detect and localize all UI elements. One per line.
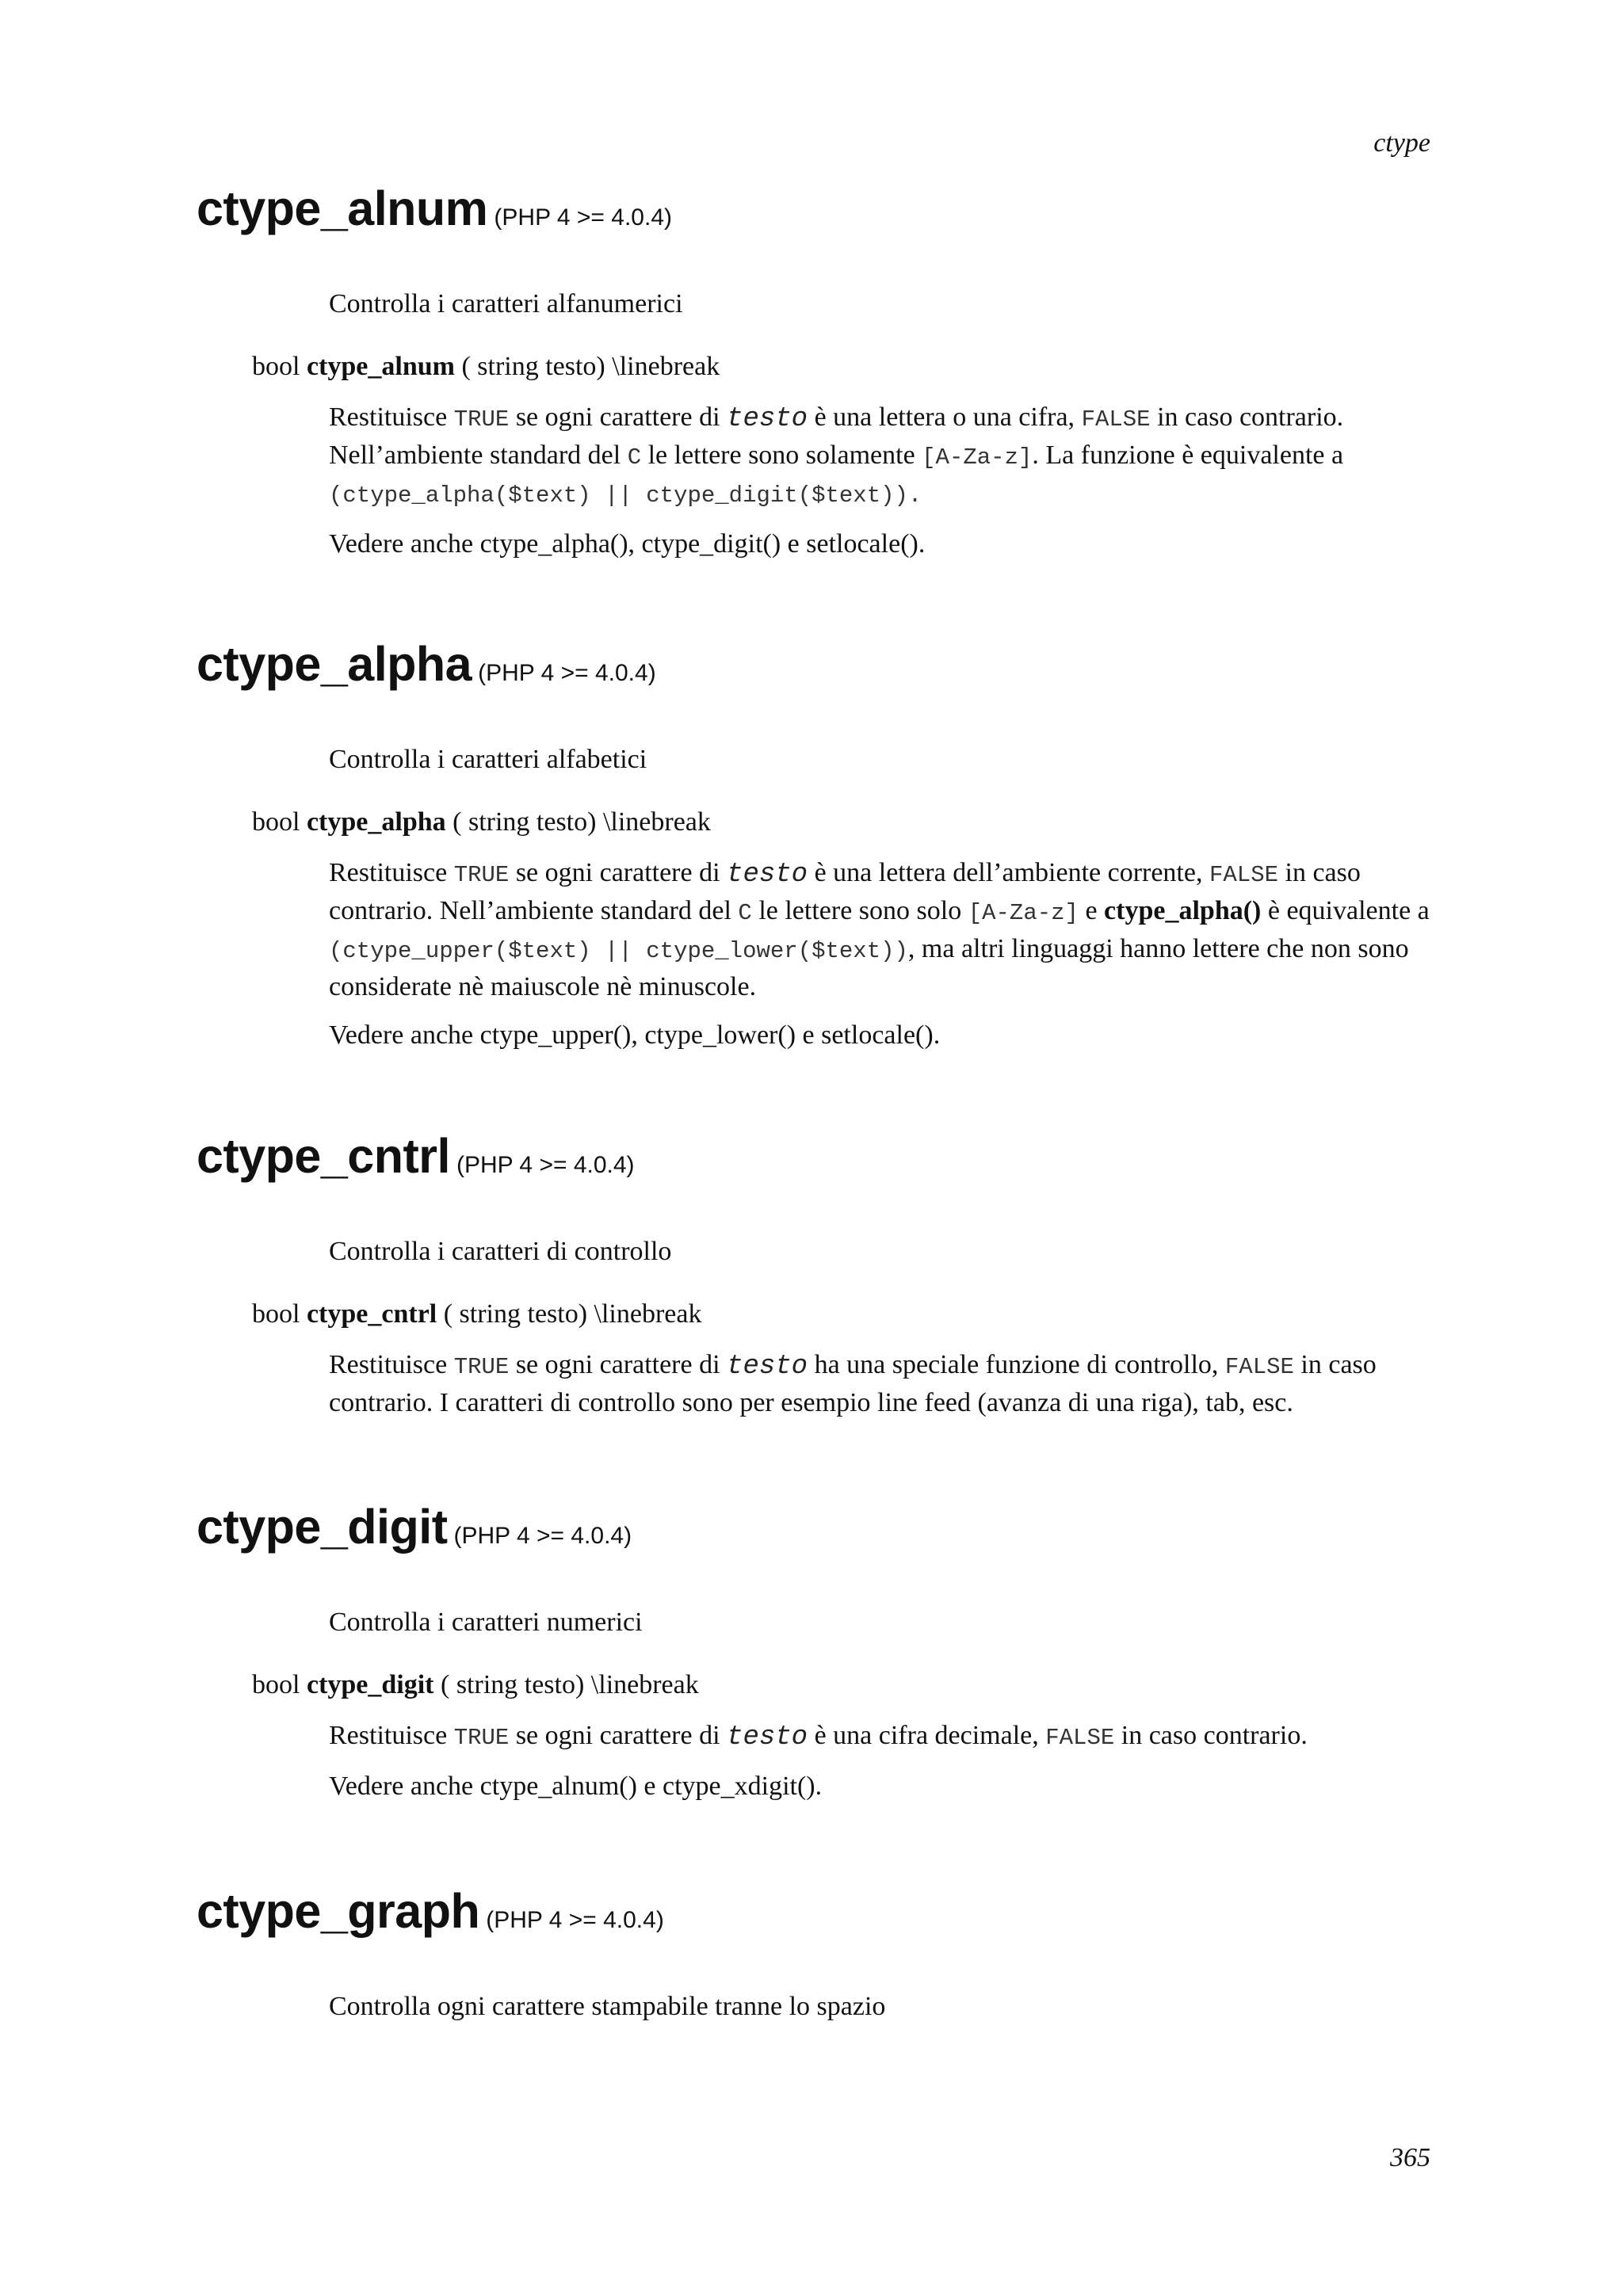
text: se ogni carattere di (509, 1721, 727, 1750)
version-note: (PHP 4 >= 4.0.4) (494, 204, 672, 231)
function-name: ctype_cntrl (197, 1129, 450, 1183)
function-heading (197, 1883, 664, 1939)
parameter-name: testo (727, 860, 808, 890)
synopsis-name: ctype_cntrl (306, 1299, 437, 1329)
code-literal: (ctype_upper($text) || ctype_lower($text)) (329, 938, 908, 964)
function-reference: ctype_alpha() (1104, 896, 1262, 925)
text: ha una speciale funzione di controllo, (808, 1350, 1225, 1379)
synopsis-name: ctype_digit (306, 1670, 434, 1699)
synopsis-args: ( string testo) \linebreak (441, 1670, 699, 1699)
code-literal: C (738, 900, 752, 926)
synopsis-args: ( string testo) \linebreak (443, 1299, 702, 1329)
code-literal: [A-Za-z] (968, 900, 1079, 926)
text: se ogni carattere di (509, 402, 727, 432)
function-name: ctype_alpha (197, 637, 472, 691)
description-paragraph (329, 1347, 1438, 1421)
constant-true: TRUE (453, 1354, 510, 1380)
synopsis-args: ( string testo) \linebreak (461, 352, 720, 381)
version-note: (PHP 4 >= 4.0.4) (456, 1152, 635, 1178)
parameter-name: testo (727, 1722, 808, 1753)
text: è una cifra decimale, (808, 1721, 1046, 1750)
synopsis-name: ctype_alnum (306, 352, 455, 381)
text: le lettere sono solo (751, 896, 968, 925)
function-synopsis (252, 352, 720, 382)
text: Restituisce (329, 1721, 454, 1750)
function-purpose: Controlla i caratteri alfabetici (329, 745, 647, 774)
text: in caso contrario. Nell’ambiente standard del (329, 402, 1344, 470)
text: è equivalente a (1261, 896, 1430, 925)
text: , ma altri linguaggi hanno lettere che non sono considerate nè maiuscole nè minuscole. (329, 934, 1409, 1001)
parameter-name: testo (727, 1352, 808, 1382)
synopsis-name: ctype_alpha (306, 807, 446, 837)
return-type: bool (252, 1299, 300, 1329)
constant-false: FALSE (1224, 1354, 1294, 1380)
description-paragraph (329, 399, 1438, 513)
constant-true: TRUE (453, 862, 510, 888)
parameter-name: testo (727, 404, 808, 434)
text: è una lettera o una cifra, (808, 402, 1082, 432)
function-purpose: Controlla i caratteri alfanumerici (329, 289, 683, 318)
function-heading (197, 181, 672, 236)
return-type: bool (252, 352, 300, 381)
see-also: Vedere anche ctype_alpha(), ctype_digit() e setlocale(). (329, 529, 926, 559)
function-purpose: Controlla i caratteri numerici (329, 1608, 643, 1637)
function-purpose: Controlla i caratteri di controllo (329, 1237, 672, 1266)
see-also: Vedere anche ctype_upper(), ctype_lower() e setlocale(). (329, 1020, 941, 1050)
text: le lettere sono solamente (641, 441, 922, 470)
constant-false: FALSE (1081, 406, 1151, 433)
constant-false: FALSE (1045, 1725, 1115, 1751)
return-type: bool (252, 807, 300, 837)
text: in caso contrario. Nell’ambiente standard del (329, 858, 1361, 925)
description-paragraph (329, 1718, 1438, 1756)
function-description (329, 855, 1438, 1053)
synopsis-args: ( string testo) \linebreak (453, 807, 711, 837)
version-note: (PHP 4 >= 4.0.4) (486, 1907, 664, 1933)
text: Restituisce (329, 858, 454, 887)
text: se ogni carattere di (509, 1350, 727, 1379)
text: e (1078, 896, 1105, 925)
function-name: ctype_digit (197, 1500, 448, 1554)
text: Restituisce (329, 402, 454, 432)
version-note: (PHP 4 >= 4.0.4) (478, 660, 656, 686)
constant-true: TRUE (453, 1725, 510, 1751)
function-synopsis (252, 807, 711, 837)
constant-false: FALSE (1209, 862, 1278, 888)
version-note: (PHP 4 >= 4.0.4) (453, 1523, 632, 1549)
text: . La funzione è equivalente a (1032, 441, 1344, 470)
function-heading (197, 636, 656, 692)
text: . (907, 482, 922, 509)
page-number: 365 (1390, 2143, 1430, 2172)
running-head: ctype (1373, 128, 1430, 158)
function-synopsis (252, 1670, 699, 1700)
function-heading (197, 1499, 632, 1554)
code-literal: (ctype_alpha($text) || ctype_digit($text)) (329, 482, 908, 509)
function-synopsis (252, 1299, 701, 1329)
function-description (329, 399, 1438, 562)
code-literal: [A-Za-z] (922, 444, 1033, 471)
text: in caso contrario. (1114, 1721, 1308, 1750)
text: Restituisce (329, 1350, 454, 1379)
function-description (329, 1718, 1438, 1804)
text: in caso contrario. I caratteri di controllo sono per esempio line feed (avanza di una riga), tab, esc. (329, 1350, 1377, 1417)
function-heading (197, 1128, 635, 1184)
text: è una lettera dell’ambiente corrente, (808, 858, 1209, 887)
function-name: ctype_graph (197, 1884, 480, 1938)
function-description (329, 1347, 1438, 1421)
function-purpose: Controlla ogni carattere stampabile tranne lo spazio (329, 1992, 886, 2021)
see-also: Vedere anche ctype_alnum() e ctype_xdigit(). (329, 1772, 823, 1801)
return-type: bool (252, 1670, 300, 1699)
description-paragraph (329, 855, 1438, 1005)
function-name: ctype_alnum (197, 181, 488, 235)
text: se ogni carattere di (509, 858, 727, 887)
constant-true: TRUE (453, 406, 510, 433)
code-literal: C (627, 444, 642, 471)
